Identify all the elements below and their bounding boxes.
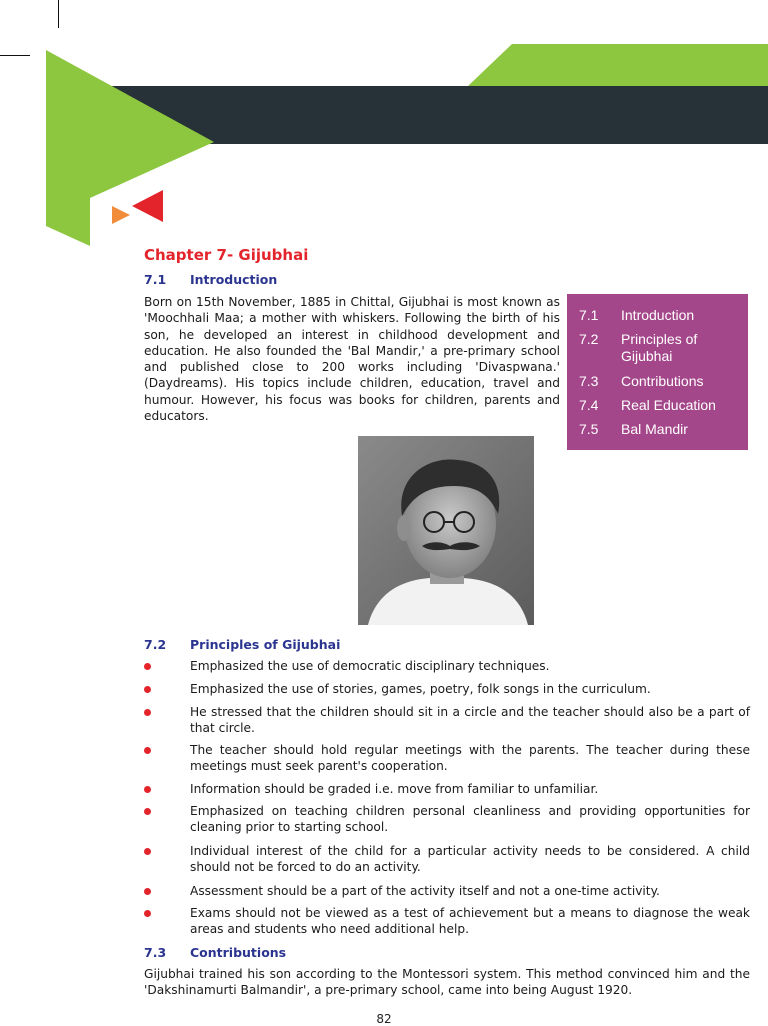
list-item xyxy=(144,803,750,843)
red-bullet-icon xyxy=(144,747,151,754)
section-title: Contributions xyxy=(190,945,287,960)
list-item xyxy=(144,658,750,681)
list-item xyxy=(144,883,750,905)
toc-item xyxy=(579,373,748,390)
red-bullet-icon xyxy=(144,686,151,693)
toc-label: Real Education xyxy=(621,396,716,413)
red-bullet-icon xyxy=(144,808,151,815)
toc-item xyxy=(579,397,748,414)
toc-label: Bal Mandir xyxy=(621,421,688,438)
list-item xyxy=(144,681,750,704)
toc-number: 7.5 xyxy=(579,421,599,438)
list-item-text: Emphasized the use of stories, games, poetry, folk songs in the curriculum. xyxy=(190,682,651,696)
red-triangle-icon xyxy=(132,190,163,222)
portrait-photo-icon xyxy=(358,436,534,625)
section-heading-contributions xyxy=(144,945,286,960)
chapter-contents-box xyxy=(567,294,748,450)
list-item-text: The teacher should hold regular meetings with the parents. The teacher during these meetings must seek parent's cooperation. xyxy=(190,743,750,773)
toc-number: 7.4 xyxy=(579,396,599,413)
portrait-photo xyxy=(358,436,534,625)
principles-list xyxy=(144,658,750,941)
list-item xyxy=(144,781,750,803)
header-green-triangle xyxy=(46,50,214,246)
list-item-text: Exams should not be viewed as a test of achievement but a means to diagnose the weak areas and students who need additional help. xyxy=(190,906,750,936)
section-heading-introduction xyxy=(144,272,277,287)
list-item-text: Individual interest of the child for a particular activity needs to be considered. A child should not be forced to do an activity. xyxy=(190,844,750,874)
red-bullet-icon xyxy=(144,786,151,793)
red-bullet-icon xyxy=(144,709,151,716)
section-title: Principles of Gijubhai xyxy=(190,637,341,652)
section-number: 7.1 xyxy=(144,272,167,287)
list-item-text: He stressed that the children should sit in a circle and the teacher should also be a part of that circle. xyxy=(190,705,750,735)
section-number: 7.2 xyxy=(144,637,167,652)
list-item xyxy=(144,843,750,883)
section-heading-principles xyxy=(144,637,340,652)
red-bullet-icon xyxy=(144,848,151,855)
page-number: 82 xyxy=(376,1012,392,1026)
introduction-paragraph: Born on 15th November, 1885 in Chittal, Gijubhai is most known as 'Moochhali Maa; a mother with whiskers. Following the birth of his son, he developed an interest in childhood development and education. He also founded the 'Bal Mandir,' a pre-primary school and published close to 200 works including 'Divaspwana.' (Daydreams). His topics include children, education, travel and humour. However, his focus was books for children, parents and educators. xyxy=(144,295,560,424)
orange-triangle-icon xyxy=(112,206,130,224)
toc-item xyxy=(579,307,748,324)
toc-label: Introduction xyxy=(621,307,695,323)
section-number: 7.3 xyxy=(144,945,167,960)
list-item-text: Emphasized the use of democratic disciplinary techniques. xyxy=(190,659,550,673)
chapter-title: Chapter 7- Gijubhai xyxy=(144,246,309,264)
toc-item xyxy=(579,421,748,438)
list-item xyxy=(144,905,750,941)
list-item-text: Information should be graded i.e. move from familiar to unfamiliar. xyxy=(190,782,599,796)
header-green-tab xyxy=(468,44,768,86)
toc-number: 7.1 xyxy=(579,307,599,323)
list-item xyxy=(144,704,750,742)
toc-number: 7.3 xyxy=(579,372,599,389)
toc-item xyxy=(579,331,748,365)
contributions-paragraph: Gijubhai trained his son according to the Montessori system. This method convinced him and the 'Dakshinamurti Balmandir', a pre-primary school, came into being August 1920. xyxy=(144,967,750,998)
toc-label: Contributions xyxy=(621,372,704,389)
red-bullet-icon xyxy=(144,663,151,670)
list-item-text: Emphasized on teaching children personal cleanliness and providing opportunities for cleaning prior to starting school. xyxy=(190,804,750,834)
toc-number: 7.2 xyxy=(579,331,599,348)
list-item-text: Assessment should be a part of the activity itself and not a one-time activity. xyxy=(190,884,660,898)
section-title: Introduction xyxy=(190,272,278,287)
toc-label: Principles of Gijubhai xyxy=(621,331,698,365)
list-item xyxy=(144,742,750,781)
red-bullet-icon xyxy=(144,888,151,895)
red-bullet-icon xyxy=(144,910,151,917)
chapter-header-graphic xyxy=(0,0,768,260)
